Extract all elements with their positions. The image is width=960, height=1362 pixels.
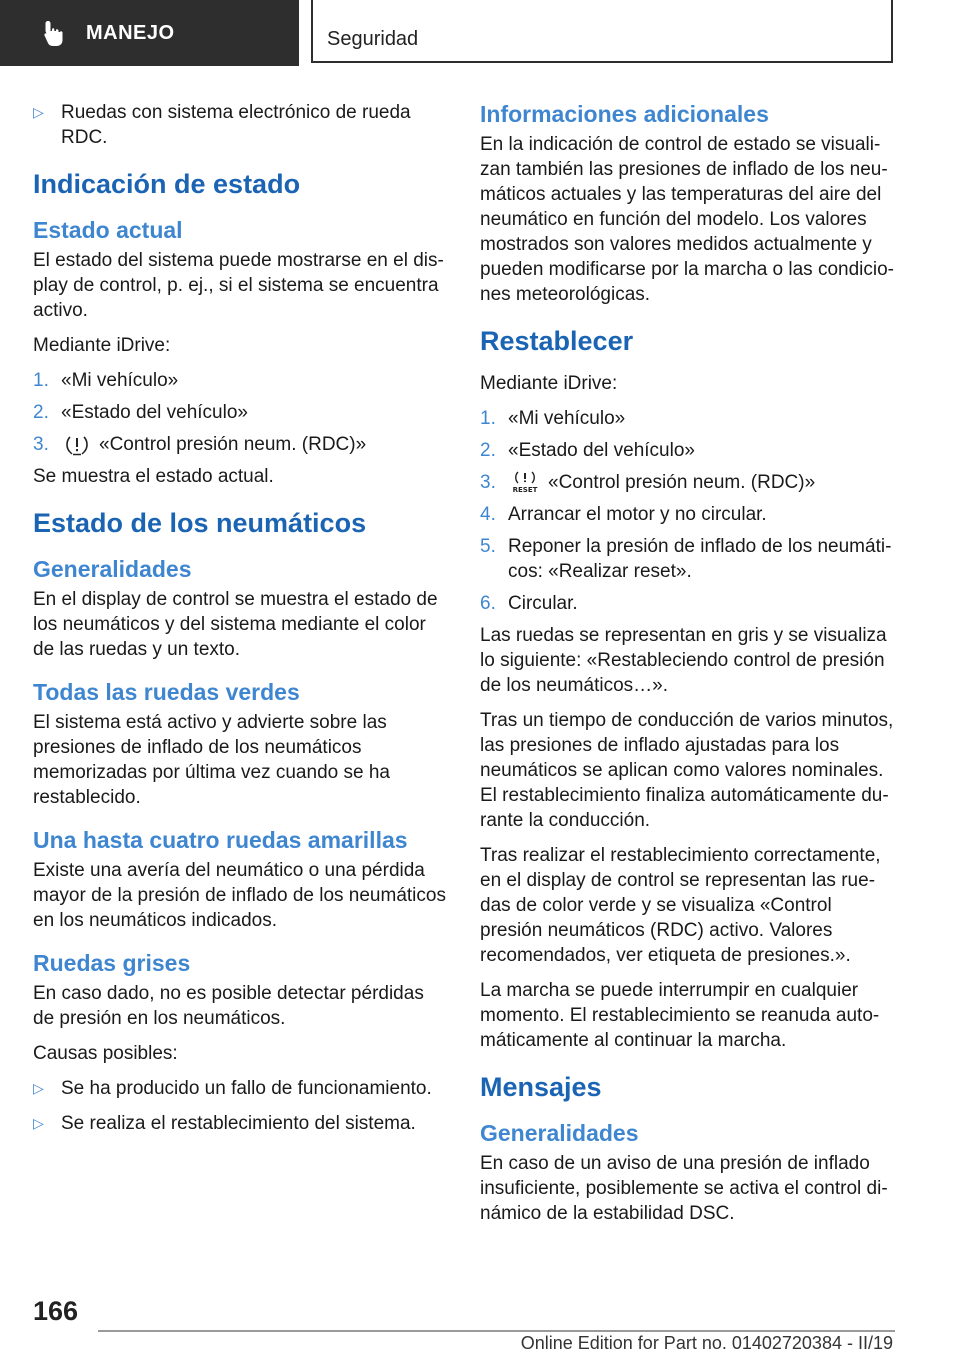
step-number: 4.: [480, 504, 496, 525]
list-item: [480, 406, 895, 431]
paragraph: En el display de control se muestra el estado de los neumáticos y del sistema mediante el color de las ruedas y un texto.: [33, 589, 438, 660]
list-item: [480, 470, 895, 495]
page-number: 166: [33, 1296, 79, 1326]
step-text: «Estado del vehículo»: [508, 440, 695, 461]
paragraph: Se muestra el estado actual.: [33, 466, 274, 487]
step-number: 3.: [33, 434, 49, 455]
paragraph: Causas posibles:: [33, 1043, 178, 1064]
step-text: «Control presión neum. (RDC)»: [548, 472, 816, 493]
tire-pressure-icon: [65, 434, 89, 456]
section-title: MANEJO: [86, 21, 175, 44]
list-item: [480, 534, 895, 584]
step-text: Circular.: [508, 593, 578, 614]
right-column: [480, 100, 895, 1236]
bullet-text: Ruedas con sistema electrónico de rueda RDC.: [61, 102, 411, 148]
bullet-item: [33, 1111, 448, 1136]
pointing-hand-icon: [40, 18, 70, 48]
reset-label: RESET: [512, 486, 538, 494]
paragraph: En la indicación de control de estado se visualizan también las presiones de inflado de los neumáticos actuales y las temperaturas del aire del neumático en función del modelo. Los valores mostrados son valores medidos actualmente y pueden modificarse por la marcha o las condiciones meteorológicas.: [480, 134, 894, 305]
footer-divider: [98, 1330, 895, 1332]
section-tab: [0, 0, 299, 66]
paragraph: Mediante iDrive:: [480, 373, 618, 394]
heading-informaciones: Informaciones adicionales: [480, 101, 769, 127]
step-number: 2.: [33, 402, 49, 423]
paragraph: La marcha se puede interrumpir en cualquier momento. El restablecimiento se reanuda automáticamente al continuar la marcha.: [480, 980, 880, 1051]
heading-restablecer: Restablecer: [480, 326, 634, 356]
step-number: 5.: [480, 536, 496, 557]
heading-neumaticos: Estado de los neumáticos: [33, 508, 367, 538]
paragraph: Existe una avería del neumático o una pérdida mayor de la presión de inflado de los neumáticos en los neumáticos indicados.: [33, 860, 446, 931]
step-text: «Control presión neum. (RDC)»: [99, 434, 367, 455]
heading-indicacion: Indicación de estado: [33, 169, 301, 199]
bullet-item: [33, 1076, 448, 1101]
paragraph: Mediante iDrive:: [33, 335, 171, 356]
heading-generalidades: Generalidades: [33, 556, 192, 582]
step-number: 6.: [480, 593, 496, 614]
paragraph: Tras realizar el restablecimiento correctamente, en el display de control se representan las ruedas de color verde y se visualiza «Control presión neumáticos (RDC) activo. Valores recomendados, ver etiqueta de presiones.».: [480, 845, 881, 966]
bullet-item: [33, 100, 448, 150]
tire-pressure-reset-icon: [512, 470, 538, 494]
bullet-text: Se realiza el restablecimiento del sistema.: [61, 1113, 416, 1134]
paragraph: En caso dado, no es posible detectar pérdidas de presión en los neumáticos.: [33, 983, 424, 1029]
heading-estado-actual: Estado actual: [33, 217, 183, 243]
bullet-text: Se ha producido un fallo de funcionamiento.: [61, 1078, 432, 1099]
heading-mensajes: Mensajes: [480, 1072, 602, 1102]
triangle-bullet-icon: ▷: [33, 1080, 44, 1096]
step-text: «Mi vehículo»: [61, 370, 179, 391]
list-item: [480, 438, 895, 463]
step-number: 2.: [480, 440, 496, 461]
list-item: [480, 502, 895, 527]
step-text: «Estado del vehículo»: [61, 402, 248, 423]
triangle-bullet-icon: ▷: [33, 104, 44, 120]
step-text: «Mi vehículo»: [508, 408, 626, 429]
paragraph: En caso de un aviso de una presión de inflado insuficiente, posiblemente se activa el control dinámico de la estabilidad DSC.: [480, 1153, 888, 1224]
paragraph: Tras un tiempo de conducción de varios minutos, las presiones de inflado ajustadas para los neumáticos se aplican como valores nominales. El restablecimiento finaliza automáticamente durante la conducción.: [480, 710, 894, 831]
paragraph: Las ruedas se representan en gris y se visualiza lo siguiente: «Restableciendo control de presión de los neumáticos…».: [480, 625, 887, 696]
list-item: [33, 368, 448, 393]
list-item: [33, 400, 448, 425]
edition-note: Online Edition for Part no. 01402720384 - II/19: [520, 1333, 893, 1353]
chapter-title: Seguridad: [327, 28, 419, 50]
triangle-bullet-icon: ▷: [33, 1115, 44, 1131]
heading-ruedas-grises: Ruedas grises: [33, 950, 191, 976]
left-column: [33, 100, 448, 1146]
heading-ruedas-amarillas: Una hasta cuatro ruedas amarillas: [33, 827, 408, 853]
list-item: [480, 591, 895, 616]
chapter-tab: [311, 0, 893, 63]
step-number: 1.: [480, 408, 496, 429]
list-item: [33, 432, 448, 457]
step-number: 1.: [33, 370, 49, 391]
paragraph: El estado del sistema puede mostrarse en el display de control, p. ej., si el sistema se encuentra activo.: [33, 250, 444, 321]
heading-ruedas-verdes: Todas las ruedas verdes: [33, 679, 300, 705]
paragraph: El sistema está activo y advierte sobre las presiones de inflado de los neumáticos memorizadas por última vez cuando se ha restablecido.: [33, 712, 390, 808]
step-number: 3.: [480, 472, 496, 493]
step-text: Reponer la presión de inflado de los neumáticos: «Realizar reset».: [508, 536, 892, 582]
step-text: Arrancar el motor y no circular.: [508, 504, 767, 525]
heading-generalidades-mensajes: Generalidades: [480, 1120, 639, 1146]
